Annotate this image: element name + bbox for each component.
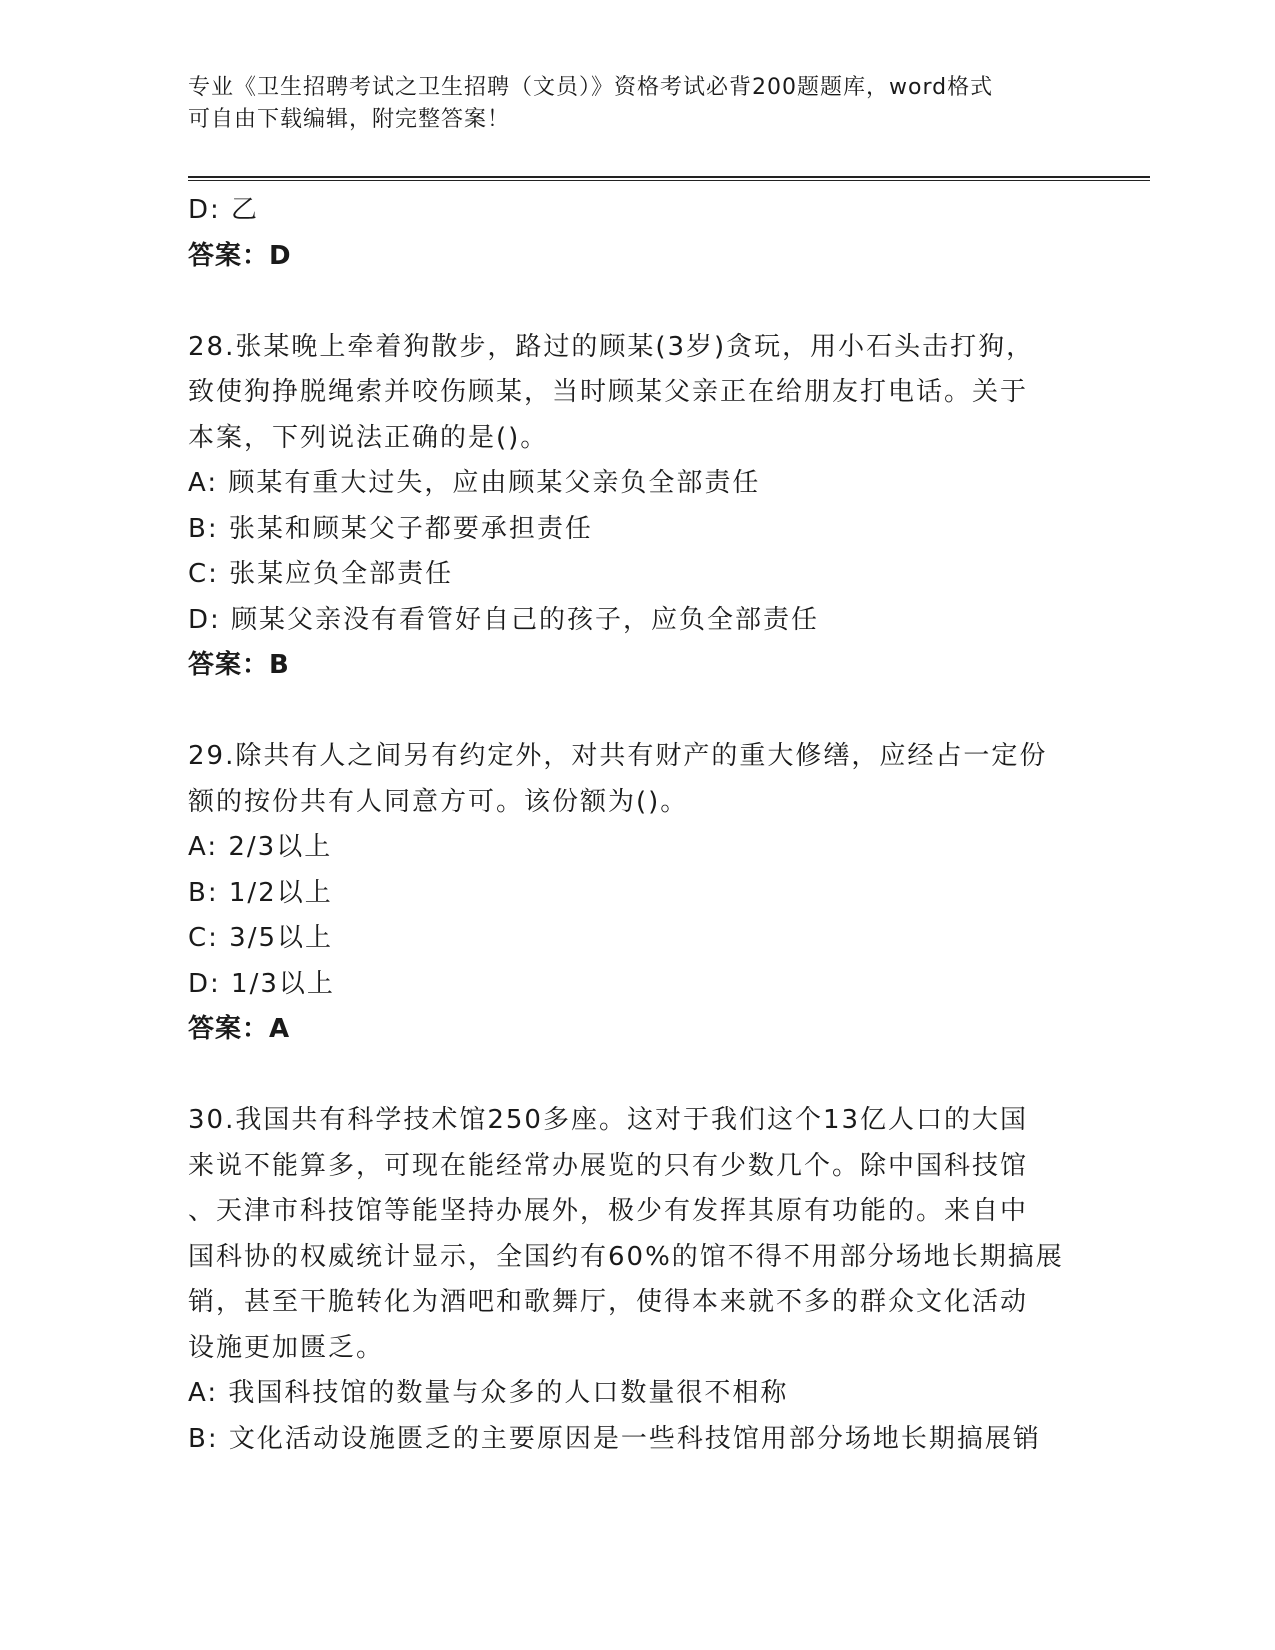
question-stem-line: 30.我国共有科学技术馆250多座。这对于我们这个13亿人口的大国 [188, 1105, 1029, 1135]
header-title-line-2: 可自由下载编辑，附完整答案！ [188, 107, 511, 132]
option-d: D: 乙 [188, 195, 260, 225]
answer-line: 答案：D [188, 240, 292, 271]
option-a: A: 顾某有重大过失，应由顾某父亲负全部责任 [188, 468, 761, 498]
question-stem-line: 本案，下列说法正确的是()。 [188, 422, 549, 453]
option-d: D: 1/3以上 [188, 968, 335, 999]
header-divider [188, 176, 1150, 181]
option-d: D: 顾某父亲没有看管好自己的孩子，应负全部责任 [188, 604, 820, 635]
option-b: B: 文化活动设施匮乏的主要原因是一些科技馆用部分场地长期搞展销 [188, 1423, 1041, 1454]
option-a: A: 2/3以上 [188, 832, 333, 862]
question-stem-line: 销，甚至干脆转化为酒吧和歌舞厅，使得本来就不多的群众文化活动 [188, 1287, 1029, 1317]
option-a: A: 我国科技馆的数量与众多的人口数量很不相称 [188, 1378, 789, 1408]
spacer [188, 1053, 1088, 1099]
question-29 [188, 734, 1088, 1053]
document-body [188, 188, 1088, 1462]
option-b: B: 张某和顾某父子都要承担责任 [188, 513, 593, 544]
question-30 [188, 1098, 1088, 1462]
question-stem-line: 28.张某晚上牵着狗散步，路过的顾某(3岁)贪玩，用小石头击打狗， [188, 331, 1035, 362]
spacer [188, 279, 1088, 325]
question-stem-line: 29.除共有人之间另有约定外，对共有财产的重大修缮，应经占一定份 [188, 741, 1048, 771]
question-stem-line: 额的按份共有人同意方可。该份额为()。 [188, 786, 689, 817]
question-stem-line: 、天津市科技馆等能坚持办展外，极少有发挥其原有功能的。来自中 [188, 1196, 1029, 1226]
page-header [188, 72, 1068, 136]
question-stem-line: 设施更加匮乏。 [188, 1332, 385, 1363]
answer-line: 答案：B [188, 650, 290, 680]
question-stem-line: 来说不能算多，可现在能经常办展览的只有少数几个。除中国科技馆 [188, 1150, 1029, 1181]
header-title-line-1: 专业《卫生招聘考试之卫生招聘（文员）》资格考试必背200题题库，word格式 [188, 75, 994, 100]
answer-line: 答案：A [188, 1014, 291, 1044]
option-c: C: 3/5以上 [188, 923, 334, 953]
spacer [188, 689, 1088, 735]
option-c: C: 张某应负全部责任 [188, 559, 454, 589]
question-28 [188, 325, 1088, 689]
question-stem-line: 致使狗挣脱绳索并咬伤顾某，当时顾某父亲正在给朋友打电话。关于 [188, 377, 1029, 407]
option-b: B: 1/2以上 [188, 877, 333, 908]
question-stem-line: 国科协的权威统计显示，全国约有60%的馆不得不用部分场地长期搞展 [188, 1241, 1064, 1272]
